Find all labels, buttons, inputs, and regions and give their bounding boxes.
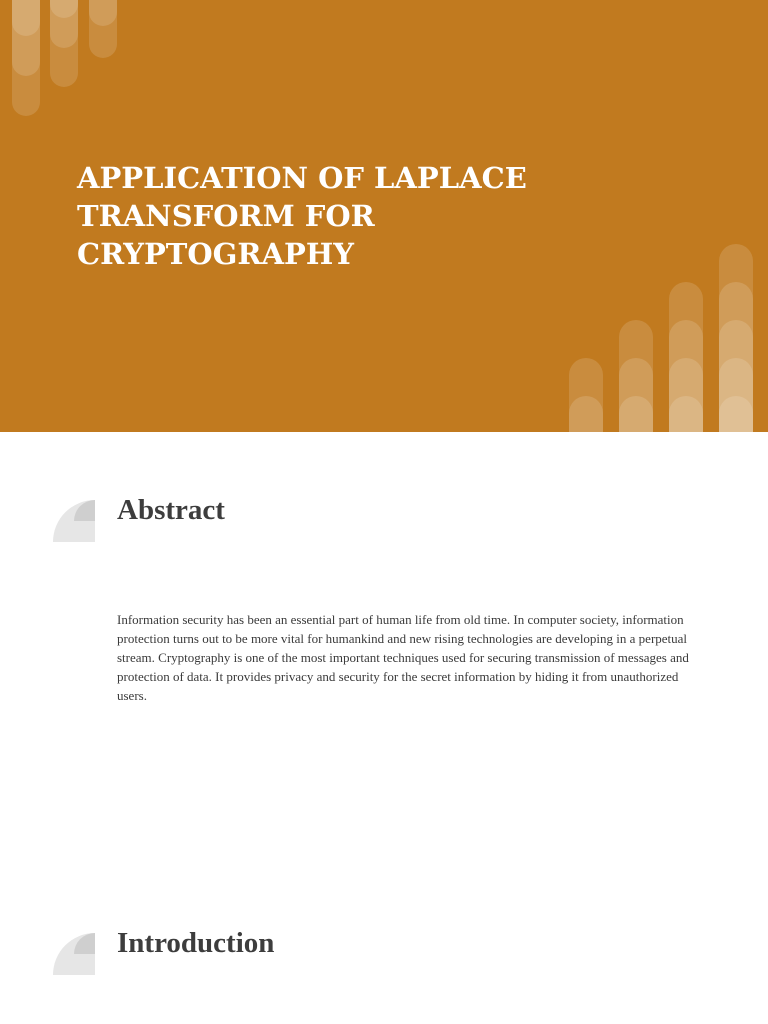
abstract-body: Information security has been an essential part of human life from old time. In computer society, information protection turns out to be more vital for humankind and new rising technologies are developing in a perpetual stream. Cryptography is one of the most important techniques used for securing transmission of messages and protection of data. It provides privacy and security for the secret information by hiding it from unauthorized users. [117,612,689,703]
decorative-bar [569,396,603,432]
presentation-title: APPLICATION OF LAPLACE TRANSFORM FOR CRYPTOGRAPHY [77,161,527,271]
introduction-heading: Introduction [117,927,275,959]
decorative-bar [719,396,753,432]
quarter-circle-icon [53,933,95,975]
decorative-bar [619,396,653,432]
decorative-bar [12,0,40,36]
abstract-heading: Abstract [117,494,225,526]
decorative-bar [669,396,703,432]
title-slide [0,0,768,432]
quarter-circle-icon [53,500,95,542]
